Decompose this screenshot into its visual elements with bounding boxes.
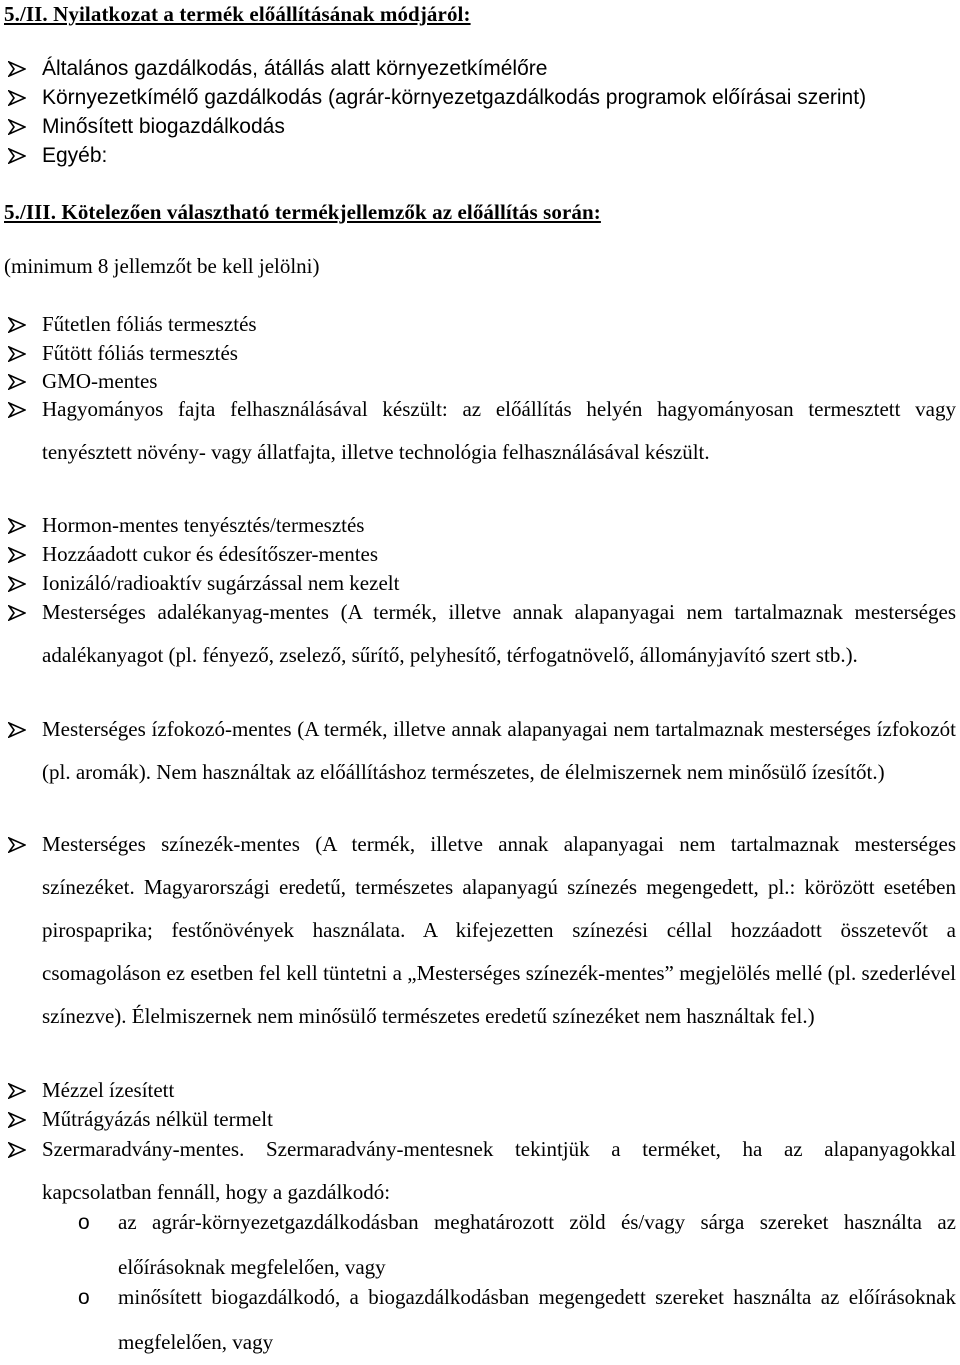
- list-item-text: Hagyományos fajta felhasználásával készült: az előállítás helyén hagyományosan termesztett vagy tenyésztett növény- vagy állatfajta, illetve technológia felhasználásával készült.: [42, 397, 956, 464]
- list-item: [4, 339, 956, 368]
- list-item: [4, 112, 956, 141]
- list-item-text: Környezetkímélő gazdálkodás (agrár-környezetgazdálkodás programok előírásai szerint): [42, 86, 867, 109]
- circle-bullet-icon: o: [78, 1286, 90, 1309]
- list-item: [4, 83, 956, 112]
- list-item: [4, 310, 956, 339]
- arrow-bullet-icon: [8, 83, 28, 112]
- arrow-bullet-icon: [8, 395, 28, 424]
- arrow-bullet-icon: [8, 540, 28, 569]
- list-item: [4, 388, 956, 474]
- list-item-text: Fűtött fóliás termesztés: [42, 341, 238, 365]
- list-item: [4, 1076, 956, 1105]
- list-item: [4, 591, 956, 677]
- arrow-bullet-icon: [8, 715, 28, 744]
- arrow-bullet-icon: [8, 339, 28, 368]
- list-item-text: Minősített biogazdálkodás: [42, 115, 285, 138]
- list-item-text: Egyéb:: [42, 144, 108, 167]
- list-item: [4, 141, 956, 170]
- list-item-text: Mesterséges színezék-mentes (A termék, illetve annak alapanyagai nem tartalmaznak mesterséges színezéket. Magyarországi eredetű, természetes alapanyagú színezés megengedett, pl.: körözött esetében pirospaprika; festőnövények használata. A kifejezetten színezési céllal hozzáadott összetevőt a csomagoláson ez esetben fel kell tüntetni a „Mesterséges színezék-mentes” megjelölés mellé (pl. szederlével színezve). Élelmiszernek nem minősülő természetes eredetű színezéket nem használtak fel.): [42, 832, 956, 1028]
- list-item: [4, 54, 956, 83]
- arrow-bullet-icon: [8, 1076, 28, 1105]
- arrow-bullet-icon: [8, 1135, 28, 1164]
- list-item-text: Fűtetlen fóliás termesztés: [42, 312, 257, 336]
- list-item: [4, 708, 956, 794]
- list-item: [4, 511, 956, 540]
- list-item-text: Ionizáló/radioaktív sugárzással nem kezelt: [42, 571, 400, 595]
- arrow-bullet-icon: [8, 54, 28, 83]
- list-item-text: Mézzel ízesített: [42, 1078, 175, 1102]
- list-item: [4, 540, 956, 569]
- sub-list-item-text: az agrár-környezetgazdálkodásban meghatározott zöld és/vagy sárga szereket használta az előírásoknak megfelelően, vagy: [118, 1210, 956, 1279]
- circle-bullet-icon: o: [78, 1211, 90, 1234]
- section-3-note: (minimum 8 jellemzőt be kell jelölni): [4, 254, 320, 278]
- list-item-text: Mesterséges adalékanyag-mentes (A termék, illetve annak alapanyagai nem tartalmaznak mesterséges adalékanyagot (pl. fényező, zselező, sűrítő, pelyhesítő, térfogatnövelő, állományjavító szert stb.).: [42, 600, 956, 667]
- list-item: [4, 823, 956, 1038]
- arrow-bullet-icon: [8, 598, 28, 627]
- section-3-heading: 5./III. Kötelezően választható termékjellemzők az előállítás során:: [4, 200, 601, 224]
- list-item-text: Általános gazdálkodás, átállás alatt környezetkímélőre: [42, 57, 548, 80]
- sub-list-item-text: minősített biogazdálkodó, a biogazdálkodásban megengedett szereket használta az előírásoknak megfelelően, vagy: [118, 1285, 956, 1354]
- list-item-text: GMO-mentes: [42, 369, 158, 393]
- list-item-text: Műtrágyázás nélkül termelt: [42, 1107, 273, 1131]
- list-item-text: Hormon-mentes tenyésztés/termesztés: [42, 513, 365, 537]
- section-2-heading: 5./II. Nyilatkozat a termék előállításának módjáról:: [4, 2, 471, 26]
- arrow-bullet-icon: [8, 511, 28, 540]
- arrow-bullet-icon: [8, 830, 28, 859]
- list-item-text: Szermaradvány-mentes. Szermaradvány-mentesnek tekintjük a terméket, ha az alapanyagokkal kapcsolatban fennáll, hogy a gazdálkodó:: [42, 1137, 956, 1204]
- arrow-bullet-icon: [8, 141, 28, 170]
- arrow-bullet-icon: [8, 310, 28, 339]
- arrow-bullet-icon: [8, 112, 28, 141]
- sub-list-item: [78, 1275, 956, 1365]
- list-item-text: Hozzáadott cukor és édesítőszer-mentes: [42, 542, 379, 566]
- list-item-text: Mesterséges ízfokozó-mentes (A termék, illetve annak alapanyagai nem tartalmaznak mesterséges ízfokozót (pl. aromák). Nem használtak az előállításhoz természetes, de élelmiszernek nem minősülő ízesítőt.): [42, 717, 956, 784]
